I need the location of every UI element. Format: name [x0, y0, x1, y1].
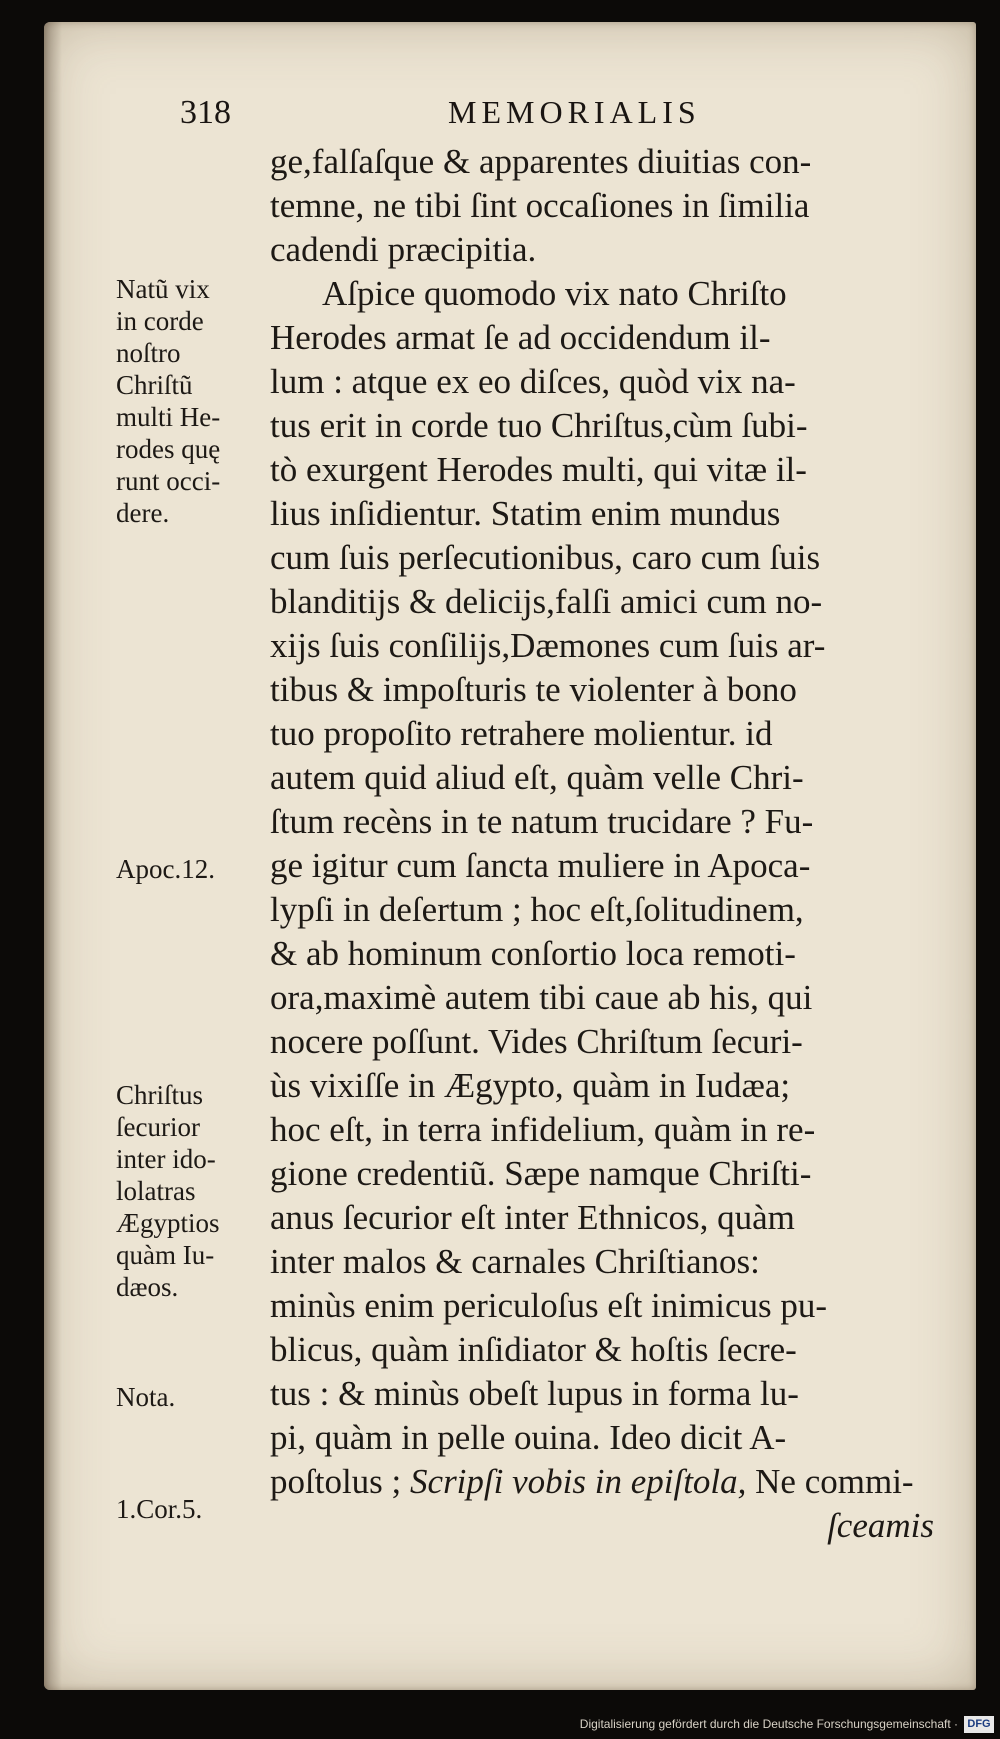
margin-note: Ægyptios — [116, 1208, 220, 1238]
page-spine-shadow — [44, 22, 62, 1690]
body-line: gione credentiũ. Sæpe namque Chriſti- — [270, 1154, 812, 1193]
body-line: blanditijs & delicijs,falſi amici cum no- — [270, 582, 823, 621]
margin-note: quàm Iu- — [116, 1240, 215, 1270]
body-line: tò exurgent Herodes multi, qui vitæ il- — [270, 450, 807, 489]
margin-note: inter ido- — [116, 1144, 216, 1174]
margin-note: Nota. — [116, 1382, 176, 1412]
body-line: autem quid aliud eſt, quàm velle Chri- — [270, 758, 804, 797]
margin-note: Apoc.12. — [116, 854, 215, 884]
body-line: ge igitur cum ſancta muliere in Apoca- — [270, 846, 811, 885]
body-line: hoc eſt, in terra infidelium, quàm in re- — [270, 1110, 816, 1149]
body-line: ora,maximè autem tibi caue ab his, qui — [270, 978, 813, 1017]
page-header — [0, 94, 1000, 134]
body-line: Aſpice quomodo vix nato Chriſto — [322, 274, 787, 313]
running-title: MEMORIALIS — [448, 94, 701, 130]
margin-note: ſecurior — [116, 1112, 200, 1142]
body-line: ge,falſaſque & apparentes diuitias con- — [270, 142, 812, 181]
margin-note: multi He- — [116, 402, 221, 432]
funding-credit: Digitalisierung gefördert durch die Deutsche Forschungsgemeinschaft · — [579, 1717, 958, 1731]
margin-note: in corde — [116, 306, 204, 336]
margin-note: noſtro — [116, 338, 181, 368]
margin-note: lolatras — [116, 1176, 196, 1206]
body-line: ùs vixiſſe in Ægypto, quàm in Iudæa; — [270, 1066, 791, 1105]
margin-note: Chriſtũ — [116, 370, 193, 400]
catchword: ſceamis — [827, 1506, 934, 1545]
body-line: lypſi in deſertum ; hoc eſt,ſolitudinem, — [270, 890, 804, 929]
body-line: tuo propoſito retrahere molientur. id — [270, 714, 773, 753]
body-line: pi, quàm in pelle ouina. Ideo dicit A- — [270, 1418, 787, 1457]
body-line: lum : atque ex eo diſces, quòd vix na- — [270, 362, 796, 401]
last-line-tail: Ne commi- — [755, 1462, 914, 1501]
body-line: blicus, quàm inſidiator & hoſtis ſecre- — [270, 1330, 797, 1369]
body-line: cum ſuis perſecutionibus, caro cum ſuis — [270, 538, 821, 577]
body-line: xijs ſuis conſilijs,Dæmones cum ſuis ar- — [270, 626, 826, 665]
body-line: nocere poſſunt. Vides Chriſtum ſecuri- — [270, 1022, 803, 1061]
margin-note: 1.Cor.5. — [116, 1494, 203, 1524]
body-line: tus : & minùs obeſt lupus in forma lu- — [270, 1374, 799, 1413]
body-line: cadendi præcipitia. — [270, 230, 537, 269]
margin-note: Chriſtus — [116, 1080, 204, 1110]
page-number: 318 — [180, 94, 231, 131]
last-line-lead: poſtolus ; — [270, 1462, 402, 1501]
body-line: tus erit in corde tuo Chriſtus,cùm ſubi- — [270, 406, 808, 445]
body-line: anus ſecurior eſt inter Ethnicos, quàm — [270, 1198, 795, 1237]
body-line: minùs enim periculoſus eſt inimicus pu- — [270, 1286, 828, 1325]
body-line: & ab hominum conſortio loca remoti- — [270, 934, 796, 973]
margin-note: runt occi- — [116, 466, 221, 496]
body-line: lius inſidientur. Statim enim mundus — [270, 494, 781, 533]
footer-bar — [0, 1713, 1000, 1739]
margin-note: dere. — [116, 498, 170, 528]
body-line: Herodes armat ſe ad occidendum il- — [270, 318, 771, 357]
margin-note: Natũ vix — [116, 274, 210, 304]
margin-note: dæos. — [116, 1272, 179, 1302]
dfg-logo: DFG — [964, 1716, 994, 1733]
body-line: inter malos & carnales Chriſtianos: — [270, 1242, 760, 1281]
last-line-quote: Scripſi vobis in epiſtola, — [410, 1462, 747, 1501]
body-line-last — [270, 1460, 934, 1504]
body-line: tibus & impoſturis te violenter à bono — [270, 670, 797, 709]
margin-note: rodes quę — [116, 434, 221, 464]
body-line: ſtum recèns in te natum trucidare ? Fu- — [270, 802, 814, 841]
body-line: temne, ne tibi ſint occaſiones in ſimilia — [270, 186, 810, 225]
